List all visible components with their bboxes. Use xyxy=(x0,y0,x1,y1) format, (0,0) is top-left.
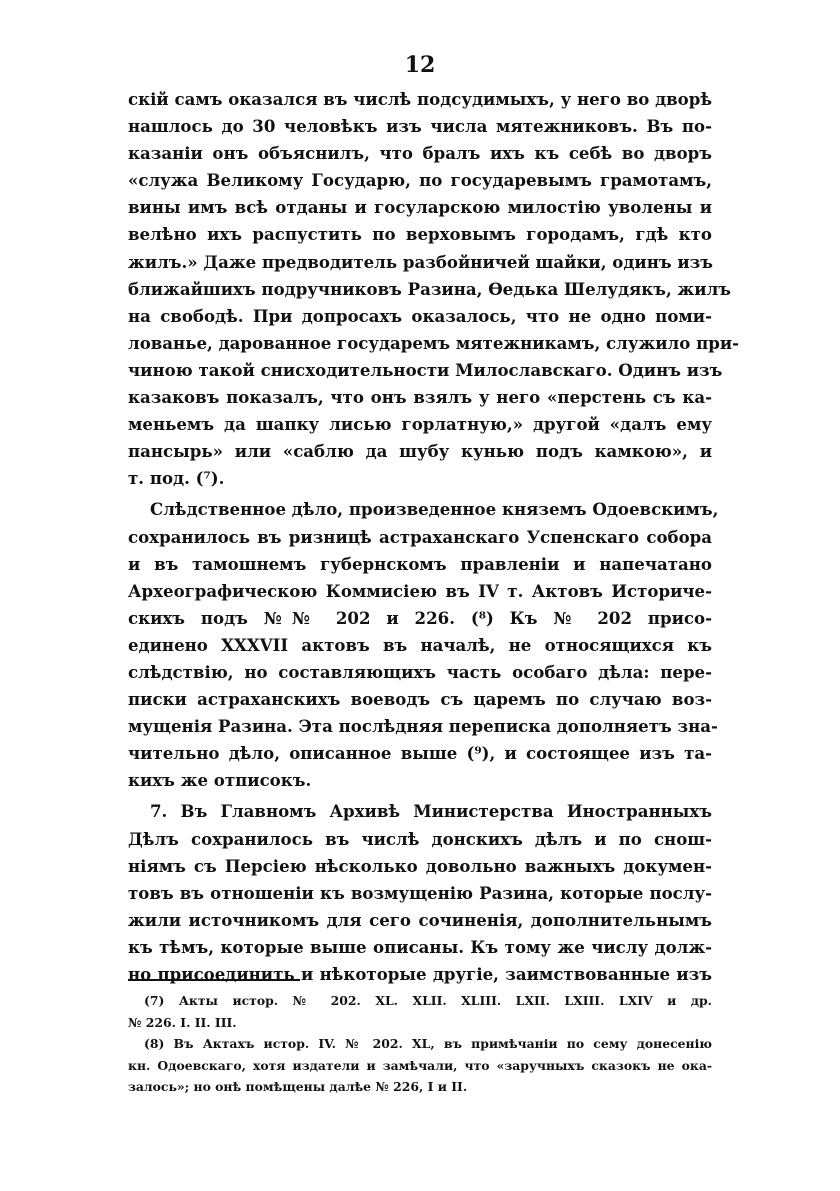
footnote-8 xyxy=(128,1033,712,1098)
text-line: вины имъ всѣ отданы и госуларскою милостію уволены и xyxy=(128,197,712,218)
text-line: писки астраханскихъ воеводъ съ царемъ по случаю воз- xyxy=(128,689,712,710)
footnote-line: кн. Одоевскаго, хотя издатели и замѣчали, что «заручныхъ сказокъ не ока- xyxy=(128,1057,712,1073)
text-line: къ тѣмъ, которые выше описаны. Къ тому же числу долж- xyxy=(128,936,712,957)
text-line: 7. Въ Главномъ Архивѣ Министерства Иностранныхъ xyxy=(150,801,712,822)
text-line: на свободѣ. При допросахъ оказалось, что не одно поми- xyxy=(128,305,712,326)
paragraph-1 xyxy=(128,86,740,492)
page-number: 12 xyxy=(404,52,436,78)
text-line: но присоединить и нѣкоторые другіе, заимствованные изъ xyxy=(128,964,712,984)
footnote-line: № 226. I. II. III. xyxy=(128,1014,237,1030)
text-line: скихъ подъ №№ 202 и 226. (⁸) Къ № 202 присо- xyxy=(128,607,712,628)
text-line: велѣно ихъ распустить по верховымъ городамъ, гдѣ кто xyxy=(128,224,712,245)
text-line: ближайшихъ подручниковъ Разина, Ѳедька Шелудякъ, жилъ xyxy=(128,278,732,299)
text-line: т. под. (⁷). xyxy=(128,468,225,489)
text-line: Дѣлъ сохранилось въ числѣ донскихъ дѣлъ и по снош- xyxy=(128,828,712,849)
text-line: ніямъ съ Персіею нѣсколько довольно важныхъ докумен- xyxy=(128,855,712,876)
text-line: «служа Великому Государю, по государевымъ грамотамъ, xyxy=(128,170,712,191)
text-line: меньемъ да шапку лисью горлатную,» другой «далъ ему xyxy=(128,414,712,435)
footnote-line: залось»; но онѣ помѣщены далѣе № 226, I и II. xyxy=(128,1079,468,1094)
text-line: слѣдствію, но составляющихъ часть особаго дѣла: пере- xyxy=(128,661,712,682)
text-line: казаніи онъ объяснилъ, что бралъ ихъ къ себѣ во дворъ xyxy=(128,143,712,164)
body-text xyxy=(128,86,740,988)
text-line: казаковъ показалъ, что онъ взялъ у него «перстень съ ка- xyxy=(128,387,712,408)
paragraph-3 xyxy=(128,798,712,988)
text-line: кихъ же отписокъ. xyxy=(128,770,312,791)
text-line: скій самъ оказался въ числѣ подсудимыхъ, у него во дворѣ xyxy=(128,89,712,109)
text-line: мущенія Разина. Эта послѣдняя переписка дополняетъ зна- xyxy=(128,716,718,737)
paragraph-2 xyxy=(128,496,719,794)
footnote-divider xyxy=(128,979,300,981)
text-line: чительно дѣло, описанное выше (⁹), и состоящее изъ та- xyxy=(128,743,712,764)
text-line: жили источникомъ для сего сочиненія, дополнительнымъ xyxy=(128,909,712,930)
text-line: сохранилось въ ризницѣ астраханскаго Успенскаго собора xyxy=(128,526,712,547)
footnote-line: (8) Въ Актахъ истор. IV. № 202. XL, въ примѣчаніи по сему донесенію xyxy=(144,1036,712,1051)
footnote-7 xyxy=(128,990,712,1033)
text-line: единено XXXVII актовъ въ началѣ, не относящихся къ xyxy=(128,634,712,655)
text-line: лованье, дарованное государемъ мятежникамъ, служило при- xyxy=(128,332,740,353)
text-line: товъ въ отношеніи къ возмущенію Разина, которые послу- xyxy=(128,882,712,903)
footnote-line: (7) Акты истор. № 202. XL. XLII. XLIII. LXII. LXIII. LXIV и др. xyxy=(144,993,712,1008)
text-line: Археографическою Коммисіею въ IV т. Актовъ Историче- xyxy=(128,580,712,601)
text-line: чиною такой снисходительности Милославскаго. Одинъ изъ xyxy=(128,359,723,380)
text-line: и въ тамошнемъ губернскомъ правленіи и напечатано xyxy=(128,553,712,574)
text-line: пансырь» или «саблю да шубу кунью подъ камкою», и xyxy=(128,441,712,462)
text-line: жилъ.» Даже предводитель разбойничей шайки, одинъ изъ xyxy=(128,251,714,272)
footnotes xyxy=(128,990,712,1098)
text-line: нашлось до 30 человѣкъ изъ числа мятежниковъ. Въ по- xyxy=(128,116,712,137)
text-line: Слѣдственное дѣло, произведенное княземъ Одоевскимъ, xyxy=(150,499,719,520)
